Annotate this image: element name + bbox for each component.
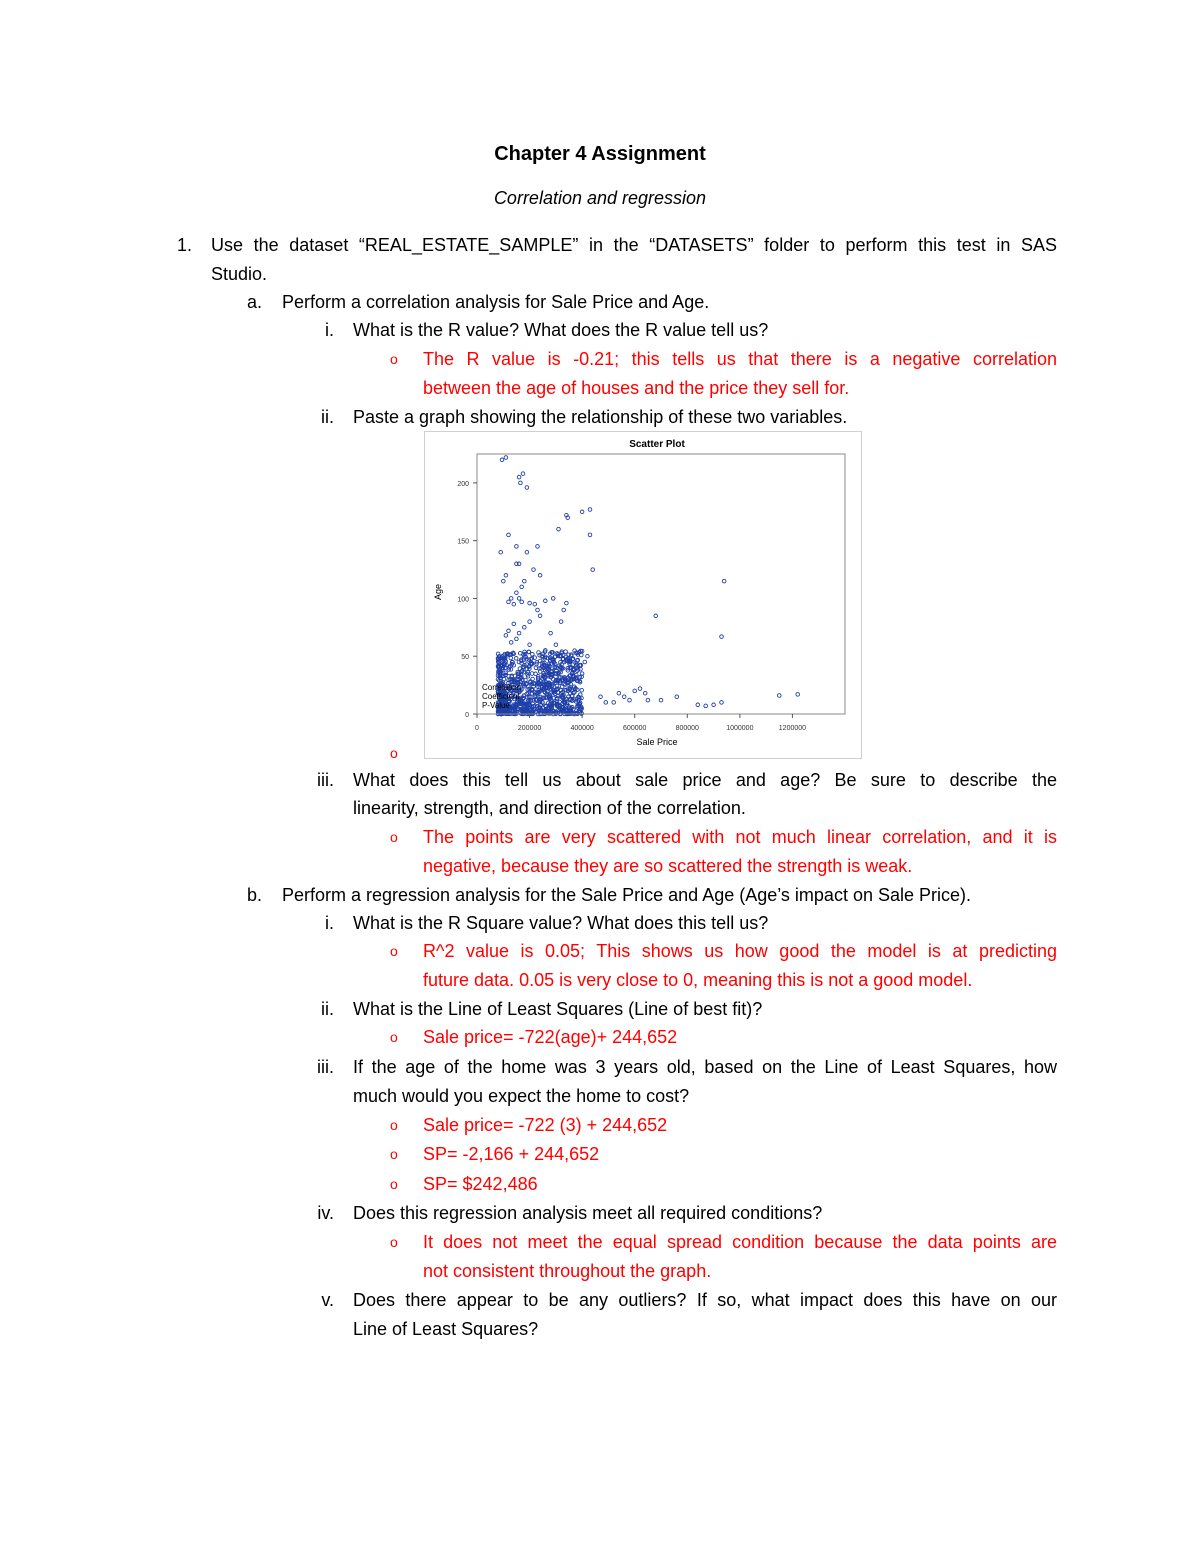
data-point xyxy=(604,701,608,705)
a-iii-line1: What does this tell us about sale price and age? Be sure to describe the xyxy=(353,770,1057,790)
data-point xyxy=(633,689,637,693)
bullet-a-i-1: o xyxy=(390,351,398,367)
b-letter: b. xyxy=(246,885,262,905)
b-ii-number: ii. xyxy=(321,999,334,1019)
data-point xyxy=(720,701,724,705)
data-point xyxy=(617,691,621,695)
data-point xyxy=(646,698,650,702)
data-point xyxy=(588,533,592,537)
data-point xyxy=(504,634,508,638)
data-point xyxy=(509,597,513,601)
chart-x-label: Sale Price xyxy=(636,737,678,747)
bullet-b-iv-1: o xyxy=(390,1234,398,1250)
a-i-text: What is the R value? What does the R value tell us? xyxy=(353,320,769,340)
page-title: Chapter 4 Assignment xyxy=(494,143,706,165)
data-point xyxy=(712,703,716,707)
x-tick-label: 1000000 xyxy=(726,725,754,732)
data-point xyxy=(538,614,542,618)
data-point xyxy=(612,701,616,705)
data-point xyxy=(538,574,542,578)
a-letter: a. xyxy=(246,292,262,312)
q1-line2: Studio. xyxy=(211,264,268,284)
q1-number: 1. xyxy=(176,235,192,255)
data-point xyxy=(525,550,529,554)
data-point xyxy=(796,693,800,697)
y-tick-label: 150 xyxy=(457,538,469,546)
b-v-line1: Does there appear to be any outliers? If so, what impact does this have on our xyxy=(353,1290,1057,1310)
data-point xyxy=(528,643,532,647)
b-i-number: i. xyxy=(325,913,334,933)
data-point xyxy=(519,481,523,485)
bullet-b-iii-1: o xyxy=(390,1117,398,1133)
b-i-answer2: future data. 0.05 is very close to 0, meaning this is not a good model. xyxy=(423,970,973,990)
data-point xyxy=(520,585,524,589)
data-point xyxy=(638,687,642,691)
data-point xyxy=(534,672,538,676)
data-point xyxy=(502,579,506,583)
data-point xyxy=(554,643,558,647)
data-point xyxy=(557,527,561,531)
b-iv-text: Does this regression analysis meet all required conditions? xyxy=(353,1203,823,1223)
inset-label: Coefficient xyxy=(482,692,520,701)
data-point xyxy=(586,654,590,658)
b-i-answer1: R^2 value is 0.05; This shows us how good the model is at predicting xyxy=(423,941,1057,961)
data-point xyxy=(520,600,524,604)
a-iii-answer1: The points are very scattered with not much linear correlation, and it is xyxy=(423,827,1057,847)
x-tick-label: 0 xyxy=(475,725,479,732)
b-iv-answer2: not consistent throughout the graph. xyxy=(423,1261,712,1281)
data-point xyxy=(580,510,584,514)
y-tick-label: 200 xyxy=(457,480,469,488)
data-point xyxy=(599,695,603,699)
data-point xyxy=(512,622,516,626)
a-i-answer1: The R value is -0.21; this tells us that there is a negative correlation xyxy=(423,349,1057,369)
b-iii-answer3: SP= $242,486 xyxy=(423,1174,538,1194)
bullet-b-iii-2: o xyxy=(390,1146,398,1162)
a-ii-text: Paste a graph showing the relationship of these two variables. xyxy=(353,407,848,427)
data-point xyxy=(530,672,534,676)
b-ii-answer1: Sale price= -722(age)+ 244,652 xyxy=(423,1027,678,1047)
data-point xyxy=(504,456,508,460)
data-point xyxy=(643,691,647,695)
bullet-b-ii-1: o xyxy=(390,1029,398,1045)
y-tick-label: 100 xyxy=(457,596,469,604)
data-point xyxy=(562,608,566,612)
b-v-number: v. xyxy=(321,1290,334,1310)
data-point xyxy=(591,568,595,572)
data-point xyxy=(654,614,658,618)
data-point xyxy=(500,458,504,462)
data-point xyxy=(720,635,724,639)
b-iv-number: iv. xyxy=(317,1203,334,1223)
data-point xyxy=(525,486,529,490)
x-tick-label: 400000 xyxy=(570,725,594,732)
data-point xyxy=(778,694,782,698)
data-point xyxy=(622,695,626,699)
b-iii-line1: If the age of the home was 3 years old, based on the Line of Least Squares, how xyxy=(353,1057,1057,1077)
scatter-plot xyxy=(424,431,862,759)
data-point xyxy=(521,472,525,476)
data-point xyxy=(523,579,527,583)
a-i-answer2: between the age of houses and the price they sell for. xyxy=(423,378,850,398)
data-point xyxy=(696,703,700,707)
q1-line1: Use the dataset “REAL_ESTATE_SAMPLE” in the “DATASETS” folder to perform this test in SAS xyxy=(211,235,1057,255)
data-point xyxy=(528,620,532,624)
y-tick-label: 0 xyxy=(465,712,469,719)
data-point xyxy=(509,641,513,645)
b-iii-line2: much would you expect the home to cost? xyxy=(353,1086,690,1106)
bullet-a-ii: o xyxy=(390,745,398,761)
a-iii-answer2: negative, because they are so scattered the strength is weak. xyxy=(423,856,913,876)
data-point xyxy=(588,508,592,512)
bullet-a-iii-1: o xyxy=(390,829,398,845)
data-point xyxy=(536,545,540,549)
inset-label: P-Value xyxy=(482,701,510,710)
b-ii-text: What is the Line of Least Squares (Line of best fit)? xyxy=(353,999,763,1019)
data-point xyxy=(583,660,587,664)
a-ii-number: ii. xyxy=(321,407,334,427)
data-point xyxy=(507,600,511,604)
data-point xyxy=(523,626,527,630)
data-point xyxy=(549,631,553,635)
b-i-text: What is the R Square value? What does this tell us? xyxy=(353,913,769,933)
data-point xyxy=(499,550,503,554)
b-iv-answer1: It does not meet the equal spread condition because the data points are xyxy=(423,1232,1057,1252)
data-point xyxy=(544,599,548,603)
a-text: Perform a correlation analysis for Sale Price and Age. xyxy=(282,292,710,312)
x-tick-label: 600000 xyxy=(623,725,647,732)
data-point xyxy=(504,574,508,578)
chart-title: Scatter Plot xyxy=(629,439,685,450)
data-point xyxy=(515,545,519,549)
data-point xyxy=(675,695,679,699)
x-tick-label: 800000 xyxy=(675,725,699,732)
data-point xyxy=(579,667,583,671)
a-iii-number: iii. xyxy=(317,770,334,790)
data-point xyxy=(659,698,663,702)
data-point xyxy=(533,602,537,606)
data-point xyxy=(628,698,632,702)
data-point xyxy=(507,629,511,633)
y-tick-label: 50 xyxy=(461,654,469,662)
data-point xyxy=(559,620,563,624)
x-tick-label: 200000 xyxy=(517,725,542,732)
bullet-b-i-1: o xyxy=(390,943,398,959)
data-point xyxy=(507,533,511,537)
b-iii-answer1: Sale price= -722 (3) + 244,652 xyxy=(423,1115,668,1135)
data-point xyxy=(722,579,726,583)
data-point xyxy=(517,475,521,479)
page-subtitle: Correlation and regression xyxy=(493,188,707,208)
data-point xyxy=(515,591,519,595)
b-text: Perform a regression analysis for the Sale Price and Age (Age’s impact on Sale Price). xyxy=(282,885,972,905)
data-point xyxy=(536,608,540,612)
data-point xyxy=(532,568,536,572)
inset-label: Correlation xyxy=(482,683,522,692)
data-point xyxy=(704,704,708,708)
chart-y-label: Age xyxy=(433,583,443,601)
b-iii-answer2: SP= -2,166 + 244,652 xyxy=(423,1144,600,1164)
b-iii-number: iii. xyxy=(317,1057,334,1077)
data-point xyxy=(517,597,521,601)
bullet-b-iii-3: o xyxy=(390,1176,398,1192)
data-point xyxy=(514,657,518,661)
data-point xyxy=(528,601,532,605)
data-point xyxy=(551,597,555,601)
a-i-number: i. xyxy=(325,320,334,340)
x-tick-label: 1200000 xyxy=(778,725,807,732)
data-point xyxy=(531,652,535,656)
data-point xyxy=(565,601,569,605)
a-iii-line2: linearity, strength, and direction of the correlation. xyxy=(353,798,746,818)
data-point xyxy=(515,637,519,641)
data-point xyxy=(512,602,516,606)
data-point xyxy=(580,688,584,692)
b-v-line2: Line of Least Squares? xyxy=(353,1319,539,1339)
scatter-plot-svg xyxy=(425,432,861,758)
data-point xyxy=(517,631,521,635)
